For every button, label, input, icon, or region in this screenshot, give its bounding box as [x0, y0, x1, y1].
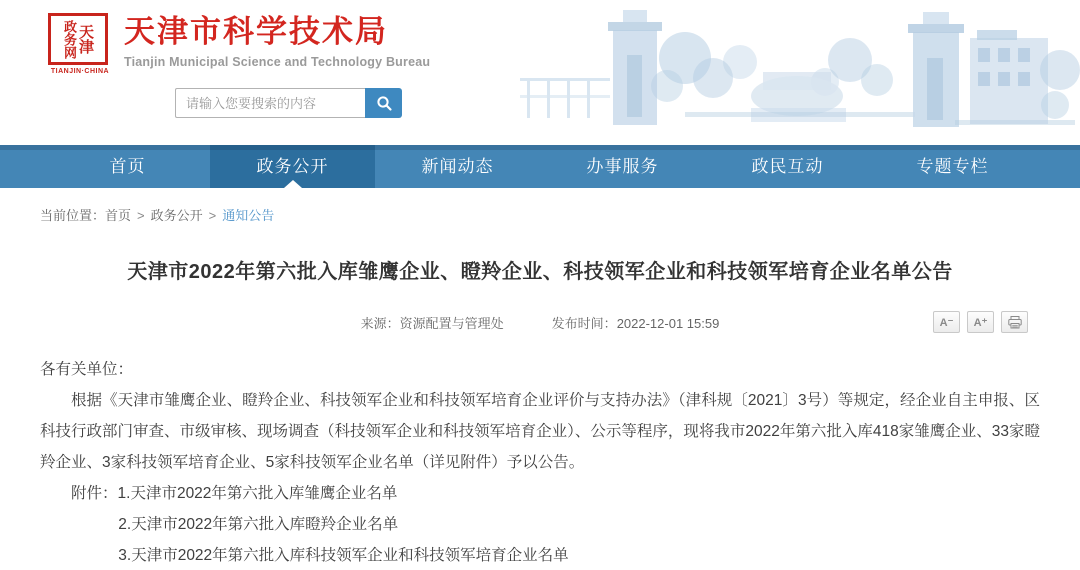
breadcrumb: [40, 205, 1080, 224]
breadcrumb-gov-info[interactable]: 政务公开: [150, 208, 203, 223]
publish-time-value: 2022-12-01 15:59: [616, 316, 720, 331]
attachment-line-1: [40, 478, 1040, 509]
nav-item-news[interactable]: 新闻动态: [421, 157, 494, 176]
body-paragraph: 根据《天津市雏鹰企业、瞪羚企业、科技领军企业和科技领军培育企业评价与支持办法》（津科规〔2021〕3号）等规定，经企业自主申报、区科技行政部门审查、市级审核、现场调查（科技领军企业和科技领军培育企业）、公示等程序，现将我市2022年第六批入库418家雏鹰企业、33家瞪羚企业、3家科技领军培育企业、5家科技领军企业名单（详见附件）予以公告。: [40, 392, 1040, 471]
article-body: [40, 354, 1040, 570]
nav-item-gov-info[interactable]: 政务公开: [210, 145, 375, 188]
search-button[interactable]: [365, 88, 402, 118]
salutation: 各有关单位：: [40, 361, 134, 378]
main-navigation: [0, 145, 1080, 188]
attachment-link-1[interactable]: 1.天津市2022年第六批入库雏鹰企业名单: [117, 485, 398, 502]
site-title-english: Tianjin Municipal Science and Technology Bureau: [124, 54, 431, 69]
attachment-link-2[interactable]: 2.天津市2022年第六批入库瞪羚企业名单: [118, 516, 399, 533]
seal-right-chars: 天津: [77, 24, 94, 54]
seal-left-chars: 政务网: [62, 19, 77, 59]
search-input[interactable]: [175, 88, 365, 118]
search-bar: [175, 88, 402, 118]
breadcrumb-home[interactable]: 首页: [105, 208, 132, 223]
article-meta: [0, 313, 1080, 337]
site-header: [0, 0, 1080, 145]
nav-item-interaction[interactable]: 政民互动: [751, 157, 824, 176]
breadcrumb-separator: >: [137, 208, 145, 223]
site-title-chinese: 天津市科学技术局: [124, 14, 388, 49]
breadcrumb-separator: >: [208, 208, 217, 223]
campus-watermark-illustration: [515, 0, 1080, 145]
article-tools: [933, 311, 1028, 333]
breadcrumb-notices[interactable]: 通知公告: [222, 208, 275, 223]
publish-time-label: 发布时间：: [551, 316, 617, 331]
seal-caption: TIANJIN·CHINA: [50, 68, 110, 75]
tianjin-gov-seal: [48, 13, 112, 75]
font-decrease-button[interactable]: A⁻: [933, 311, 960, 333]
source-value: 资源配置与管理处: [399, 316, 504, 331]
seal-graphic: [48, 13, 108, 65]
font-increase-button[interactable]: A⁺: [967, 311, 994, 333]
nav-item-services[interactable]: 办事服务: [586, 157, 659, 176]
site-logo: [48, 13, 430, 75]
source-label: 来源：: [360, 316, 400, 331]
article-title: 天津市2022年第六批入库雏鹰企业、瞪羚企业、科技领军企业和科技领军培育企业名单公告: [127, 261, 953, 283]
breadcrumb-prefix: 当前位置：: [40, 208, 106, 223]
search-icon: [375, 94, 393, 112]
nav-item-topics[interactable]: 专题专栏: [916, 157, 989, 176]
printer-icon: [1008, 316, 1022, 329]
article: [0, 255, 1080, 570]
attachment-link-3[interactable]: 3.天津市2022年第六批入库科技领军企业和科技领军培育企业名单: [118, 547, 569, 564]
attachment-label: 附件：: [71, 485, 118, 502]
print-button[interactable]: [1001, 311, 1028, 333]
nav-item-home[interactable]: 首页: [109, 157, 146, 176]
